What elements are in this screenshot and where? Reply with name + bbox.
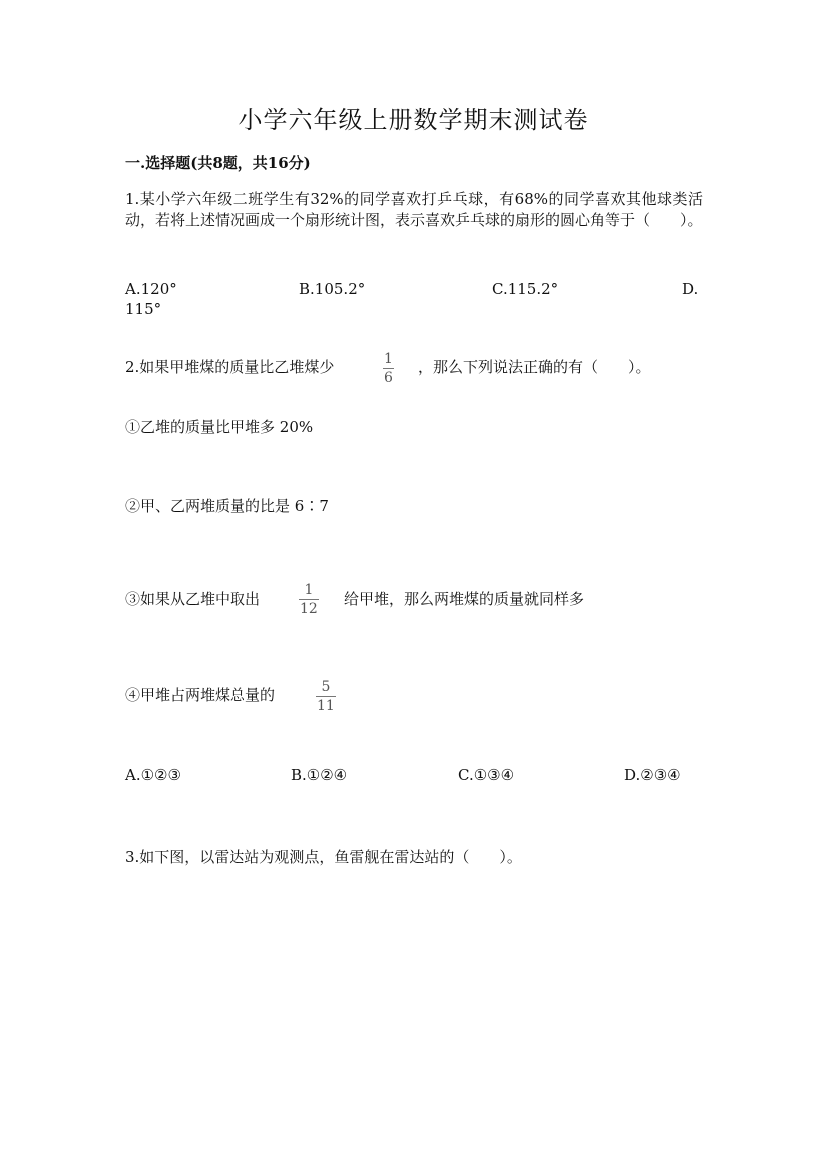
q2-fraction (383, 352, 394, 386)
q2-s3-fraction-denominator: 12 (300, 601, 318, 617)
page-title: 小学六年级上册数学期末测试卷 (238, 106, 589, 134)
q2-option-c: C.①③④ (458, 766, 515, 784)
question-3-text: 3.如下图，以雷达站为观测点，鱼雷舰在雷达站的（ ）。 (125, 848, 522, 866)
fraction-bar (299, 599, 319, 600)
q2-statement-3-after: 给甲堆，那么两堆煤的质量就同样多 (344, 590, 585, 608)
q2-statement-1: ①乙堆的质量比甲堆多 20% (125, 418, 314, 436)
q2-statement-4-fraction (316, 680, 336, 714)
q2-option-b: B.①②④ (291, 766, 348, 784)
q2-statement-4-before: ④甲堆占两堆煤总量的 (125, 686, 276, 704)
q1-option-d-value: 115° (125, 300, 162, 318)
q2-fraction-denominator: 6 (384, 370, 393, 386)
q2-statement-2: ②甲、乙两堆质量的比是 6∶7 (125, 497, 329, 515)
q2-s3-fraction-numerator: 1 (304, 582, 314, 598)
question-1-text: 1.某小学六年级二班学生有32%的同学喜欢打乒乓球，有68%的同学喜欢其他球类活动，若将上述情况画成一个扇形统计图，表示喜欢乒乓球的扇形的圆心角等于（ ）。 (125, 190, 703, 229)
q1-option-b: B.105.2° (299, 280, 366, 298)
q1-option-a: A.120° (125, 280, 177, 298)
question-2-stem-before: 2.如果甲堆煤的质量比乙堆煤少 (125, 358, 335, 376)
question-2-stem-after: ，那么下列说法正确的有（ ）。 (418, 358, 651, 376)
fraction-bar (316, 696, 336, 697)
q2-statement-3-before: ③如果从乙堆中取出 (125, 590, 261, 608)
q1-option-d: D. (682, 280, 699, 298)
section-heading: 一.选择题(共8题，共16分) (125, 154, 311, 172)
q2-fraction-numerator: 1 (384, 351, 393, 367)
q2-option-d: D.②③④ (624, 766, 681, 784)
fraction-bar (383, 368, 394, 369)
q2-option-a: A.①②③ (125, 766, 181, 784)
q2-s4-fraction-denominator: 11 (317, 698, 335, 714)
q2-statement-3-fraction (299, 583, 319, 617)
q2-s4-fraction-numerator: 5 (321, 679, 331, 695)
q1-option-c: C.115.2° (492, 280, 559, 298)
